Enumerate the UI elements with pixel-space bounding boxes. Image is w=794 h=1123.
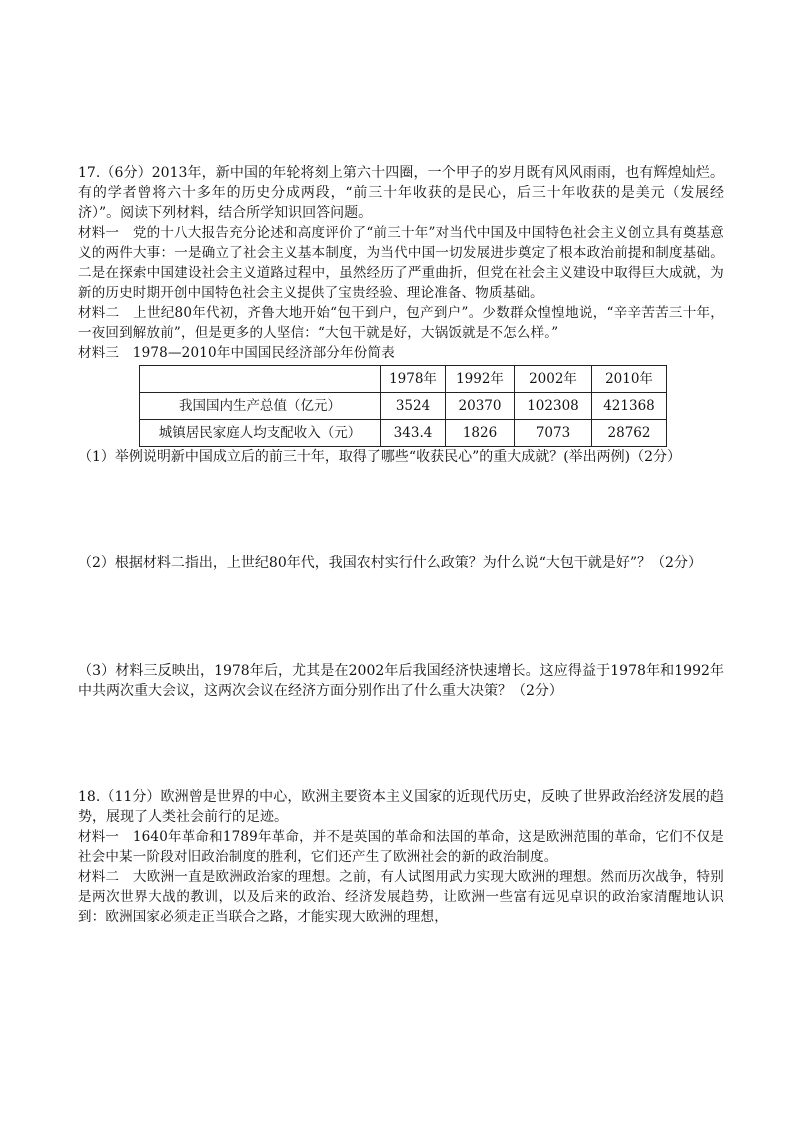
table-header-cell: 1978年 — [381, 366, 446, 393]
q17-sub-question-3: （3）材料三反映出，1978年后，尤其是在2002年后我国经济快速增长。这应得益于1978年和1992年中共两次重大会议，这两次会议在经济方面分别作出了什么重大决策？（2分） — [78, 663, 724, 699]
q18-material-1: 材料一 1640年革命和1789年革命，并不是英国的革命和法国的革命，这是欧洲范围的革命，它们不仅是社会中某一阶段对旧政治制度的胜利，它们还产生了欧洲社会的新的政治制度。 — [78, 829, 724, 865]
q18-material-2: 材料二 大欧洲一直是欧洲政治家的理想。之前，有人试图用武力实现大欧洲的理想。然而历次战争，特别是两次世界大战的教训，以及后来的政治、经济发展趋势，让欧洲一些富有远见卓识的政治家清醒地认识到：欧洲国家必须走正当联合之路，才能实现大欧洲的理想， — [78, 869, 724, 925]
table-row — [140, 420, 667, 447]
answer-space — [78, 467, 724, 553]
table-cell: 20370 — [446, 393, 515, 420]
economy-table — [139, 365, 667, 447]
q17-material-2: 材料二 上世纪80年代初，齐鲁大地开始“包干到户，包产到户”。少数群众惶惶地说，“辛辛苦苦三十年，一夜回到解放前”，但是更多的人坚信：“大包干就是好，大锅饭就是不怎么样。” — [78, 305, 724, 341]
answer-space — [78, 573, 724, 661]
q17-material-3-title: 材料三 1978—2010年中国国民经济部分年份简表 — [78, 345, 395, 361]
table-cell: 我国国内生产总值（亿元） — [140, 393, 381, 420]
table-cell: 1826 — [446, 420, 515, 447]
q17-sub-question-2: （2）根据材料二指出，上世纪80年代，我国农村实行什么政策？为什么说“大包干就是好”？（2分） — [78, 555, 702, 571]
q18-stem: 18.（11分）欧洲曾是世界的中心，欧洲主要资本主义国家的近现代历史，反映了世界政治经济发展的趋势，展现了人类社会前行的足迹。 — [78, 789, 724, 825]
table-header-row — [140, 366, 667, 393]
table-cell: 102308 — [515, 393, 592, 420]
table-cell: 城镇居民家庭人均支配收入（元） — [140, 420, 381, 447]
table-cell: 343.4 — [381, 420, 446, 447]
table-cell: 3524 — [381, 393, 446, 420]
q17-material-1: 材料一 党的十八大报告充分论述和高度评价了“前三十年”对当代中国及中国特色社会主义创立具有奠基意义的两件大事：一是确立了社会主义基本制度，为当代中国一切发展进步奠定了根本政治前提和制度基础。二是在探索中国建设社会主义道路过程中，虽然经历了严重曲折，但党在社会主义建设中取得巨大成就，为新的历史时期开创中国特色社会主义提供了宝贵经验、理论准备、物质基础。 — [78, 225, 724, 301]
answer-space — [78, 701, 724, 787]
q17-sub-question-1: （1）举例说明新中国成立后的前三十年，取得了哪些“收获民心”的重大成就？(举出两例)（2分） — [78, 449, 682, 465]
table-header-cell: 1992年 — [446, 366, 515, 393]
table-row — [140, 393, 667, 420]
table-cell: 7073 — [515, 420, 592, 447]
q17-stem: 17.（6分）2013年，新中国的年轮将刻上第六十四圈，一个甲子的岁月既有风风雨雨，也有辉煌灿烂。有的学者曾将六十多年的历史分成两段，“前三十年收获的是民心，后三十年收获的是美元（发展经济）”。阅读下列材料，结合所学知识回答问题。 — [78, 165, 724, 221]
table-cell: 421368 — [592, 393, 667, 420]
table-header-cell: 2002年 — [515, 366, 592, 393]
exam-page — [78, 163, 724, 927]
table-header-cell — [140, 366, 381, 393]
table-header-cell: 2010年 — [592, 366, 667, 393]
table-cell: 28762 — [592, 420, 667, 447]
